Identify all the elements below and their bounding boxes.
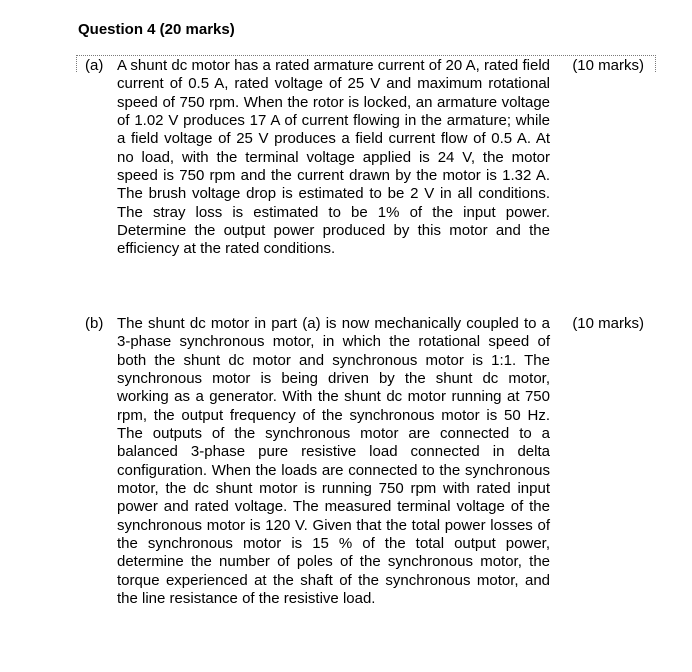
part-b-marks: (10 marks) xyxy=(572,315,644,332)
part-a-label: (a) xyxy=(85,57,104,74)
question-title: Question 4 (20 marks) xyxy=(78,21,235,38)
part-a-text: A shunt dc motor has a rated armature current of 20 A, rated field current of 0.5 A, rated voltage of 25 V and maximum rotational speed of 750 rpm. When the rotor is locked, an armature voltage of 1.02 V produces 17 A of current flowing in the armature; while a field voltage of 25 V produces a field current flow of 0.5 A. At no load, with the terminal voltage applied is 24 V, the motor speed is 750 rpm and the current drawn by the motor is 1.32 A. The brush voltage drop is estimated to be 2 V in all conditions. The stray loss is estimated to be 1% of the input power. Determine the output power produced by this motor and the efficiency at the rated conditions. xyxy=(117,57,550,258)
part-b-label: (b) xyxy=(85,315,104,332)
part-a-marks: (10 marks) xyxy=(572,57,644,74)
part-b-text: The shunt dc motor in part (a) is now mechanically coupled to a 3-phase synchronous motor, in which the rotational speed of both the shunt dc motor and synchronous motor is 1:1. The synchronous motor is being driven by the shunt dc motor, working as a generator. With the shunt dc motor running at 750 rpm, the output frequency of the synchronous motor is 50 Hz. The outputs of the synchronous motor are connected to a balanced 3-phase pure resistive load connected in delta configuration. When the loads are connected to the synchronous motor, the dc shunt motor is running 750 rpm with rated input power and rated voltage. The measured terminal voltage of the synchronous motor is 120 V. Given that the total power losses of the synchronous motor is 15 % of the total output power, determine the number of poles of the synchronous motor, the torque experienced at the shaft of the synchronous motor, and the line resistance of the resistive load. xyxy=(117,315,550,608)
